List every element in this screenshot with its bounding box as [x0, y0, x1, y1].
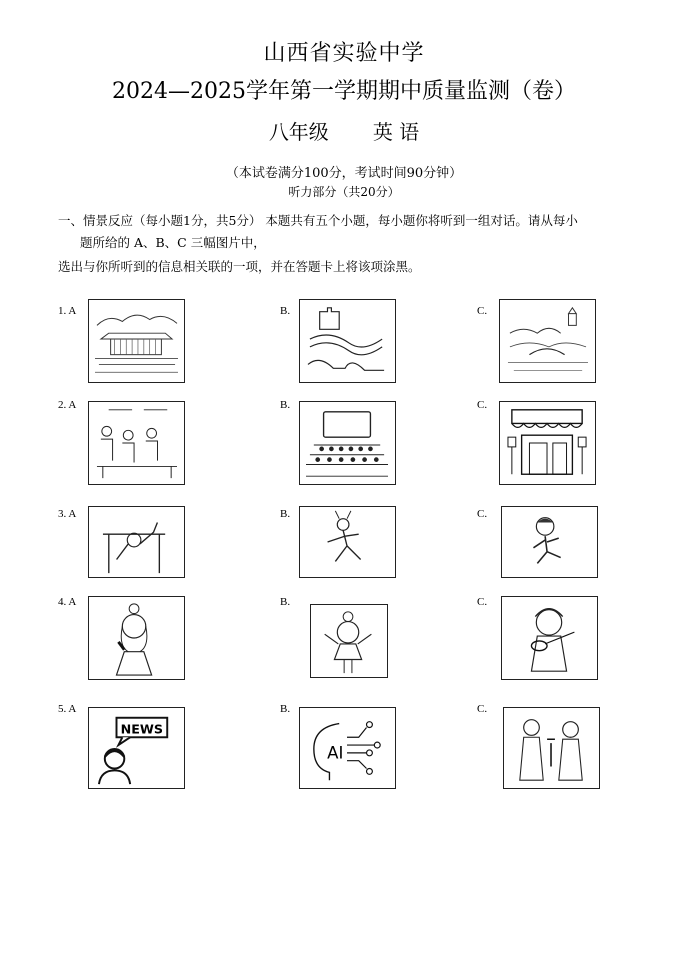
q1-label-c: C.: [477, 305, 488, 317]
q5-label-c: C.: [477, 703, 488, 715]
cinema-icon: [300, 402, 395, 484]
q2-option-a[interactable]: [88, 401, 185, 485]
q3-label-b: B.: [280, 508, 291, 520]
q2-option-c[interactable]: [499, 401, 596, 485]
school-name: 山西省实验中学: [263, 41, 425, 66]
q2-label-a: 2. A: [58, 399, 77, 411]
subject: 英 语: [372, 120, 420, 144]
q2-label-c: C.: [477, 399, 488, 411]
grade-subject: [0, 116, 688, 145]
clothes-shop-icon: [500, 402, 595, 484]
q5-option-c[interactable]: [503, 707, 600, 789]
ai-text: AI: [327, 743, 344, 763]
q3-option-c[interactable]: [501, 506, 598, 578]
q5-label-b: B.: [280, 703, 291, 715]
dancing-girl-icon: [311, 605, 387, 677]
ai-icon: [300, 708, 395, 788]
great-wall-icon: [300, 300, 395, 382]
grade: 八年级: [268, 120, 329, 144]
classroom-icon: [89, 402, 184, 484]
gymnastics-icon: [89, 507, 184, 577]
q4-label-c: C.: [477, 596, 488, 608]
news-reader-icon: [89, 708, 184, 788]
q1-label-b: B.: [280, 305, 291, 317]
q2-label-b: B.: [280, 399, 291, 411]
exam-info: （本试卷满分100分，考试时间90分钟）: [225, 166, 463, 181]
q1-label-a: 1. A: [58, 305, 77, 317]
q3-option-a[interactable]: [88, 506, 185, 578]
q5-option-b[interactable]: [299, 707, 396, 789]
instruction-line-2: 题所给的 A、B、C 三幅图片中，: [80, 235, 266, 250]
q3-option-b[interactable]: [299, 506, 396, 578]
news-text: NEWS: [120, 721, 164, 737]
q5-label-a: 5. A: [58, 703, 77, 715]
q4-option-a[interactable]: [88, 596, 185, 680]
q3-label-a: 3. A: [58, 508, 77, 520]
q1-option-c[interactable]: [499, 299, 596, 383]
q4-label-a: 4. A: [58, 596, 77, 608]
instruction-line-3: 选出与你所听到的信息相关联的一项，并在答题卡上将该项涂黑。: [58, 259, 421, 274]
q1-option-a[interactable]: [88, 299, 185, 383]
q5-option-a[interactable]: [88, 707, 185, 789]
q4-label-b: B.: [280, 596, 291, 608]
two-people-interview-icon: [504, 708, 599, 788]
singing-girl-icon: [89, 597, 184, 679]
q4-option-b[interactable]: [310, 604, 388, 678]
long-jump-icon: [300, 507, 395, 577]
q4-option-c[interactable]: [501, 596, 598, 680]
section-title: 听力部分（共20分）: [288, 185, 400, 199]
instruction-line-1: 一、情景反应（每小题1分，共5分） 本题共有五个小题，每小题你将听到一组对话。请从每小: [58, 213, 578, 228]
lake-pagoda-icon: [500, 300, 595, 382]
q3-label-c: C.: [477, 508, 488, 520]
violin-girl-icon: [502, 597, 597, 679]
running-boy-icon: [502, 507, 597, 577]
exam-title: 2024—2025学年第一学期期中质量监测（卷）: [112, 79, 576, 104]
q1-option-b[interactable]: [299, 299, 396, 383]
palace-scene-icon: [89, 300, 184, 382]
q2-option-b[interactable]: [299, 401, 396, 485]
